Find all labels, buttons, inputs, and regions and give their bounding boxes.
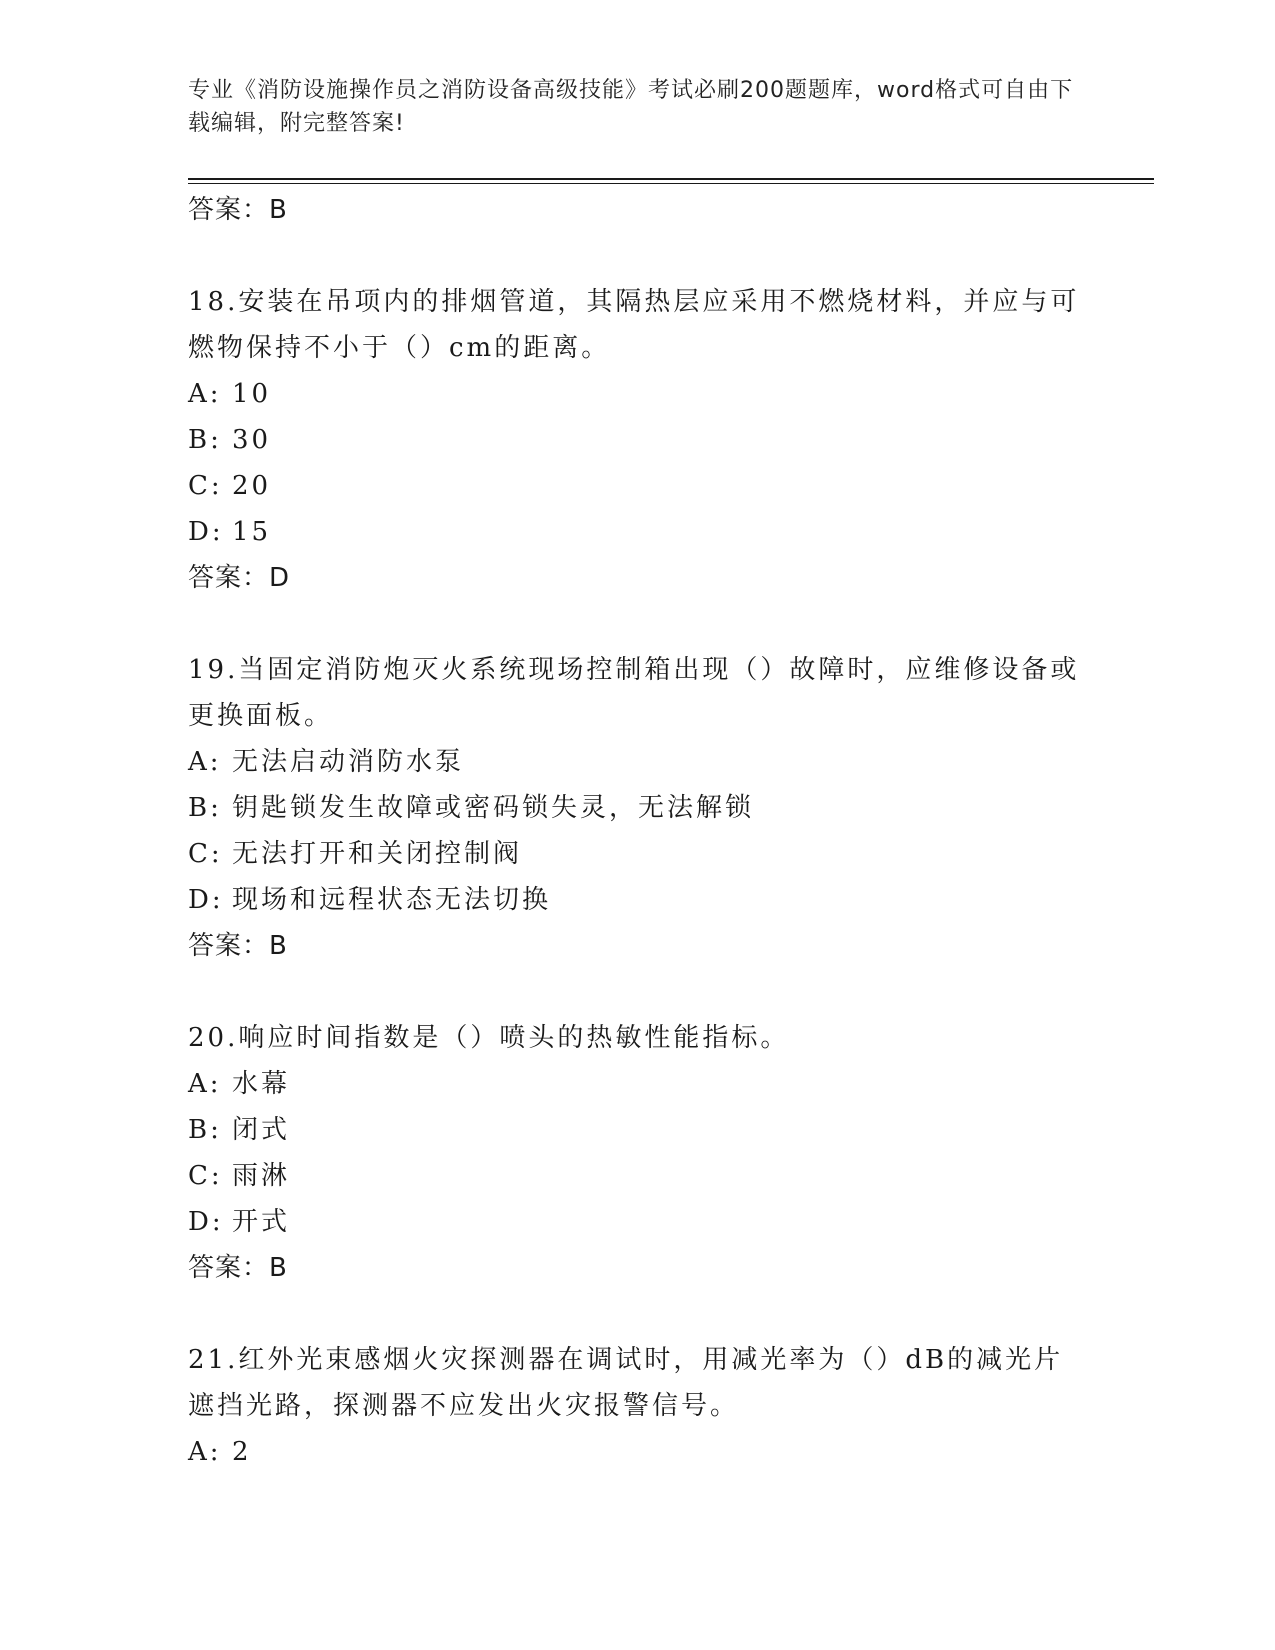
option-text: 闭式 <box>232 1115 291 1145</box>
document-header: 专业《消防设施操作员之消防设备高级技能》考试必刷200题题库，word格式可自由下载编辑，附完整答案! <box>188 78 1074 136</box>
option-letter: C: <box>188 839 223 869</box>
option-d <box>188 877 1088 923</box>
option-text: 30 <box>232 425 272 455</box>
option-c <box>188 831 1088 877</box>
option-letter: B: <box>188 425 222 455</box>
option-letter: B: <box>188 793 222 823</box>
question-block <box>188 647 1088 969</box>
option-b <box>188 785 1088 831</box>
question-block <box>188 279 1088 601</box>
option-letter: C: <box>188 1161 223 1191</box>
option-letter: C: <box>188 471 223 501</box>
option-letter: A: <box>188 1069 222 1099</box>
option-a <box>188 1061 1088 1107</box>
option-text: 雨淋 <box>232 1161 291 1191</box>
question-block <box>188 1337 1088 1475</box>
option-c <box>188 1153 1088 1199</box>
option-b <box>188 417 1088 463</box>
option-d <box>188 509 1088 555</box>
option-a <box>188 1429 1088 1475</box>
question-stem: 19.当固定消防炮灭火系统现场控制箱出现（）故障时，应维修设备或更换面板。 <box>188 655 1080 731</box>
option-letter: D: <box>188 885 224 915</box>
option-text: 20 <box>232 471 272 501</box>
option-c <box>188 463 1088 509</box>
option-text: 15 <box>232 517 272 547</box>
option-text: 2 <box>232 1437 252 1467</box>
header-divider <box>188 178 1154 184</box>
option-letter: D: <box>188 1207 224 1237</box>
option-text: 无法启动消防水泵 <box>232 747 465 777</box>
answer-line: 答案：D <box>188 563 291 593</box>
answer-line: 答案：B <box>188 931 288 961</box>
question-stem: 20.响应时间指数是（）喷头的热敏性能指标。 <box>188 1023 790 1053</box>
option-letter: A: <box>188 1437 222 1467</box>
option-text: 无法打开和关闭控制阀 <box>232 839 523 869</box>
option-text: 开式 <box>232 1207 291 1237</box>
question-stem: 18.安装在吊项内的排烟管道，其隔热层应采用不燃烧材料，并应与可燃物保持不小于（）cm的距离。 <box>188 287 1080 363</box>
option-b <box>188 1107 1088 1153</box>
option-d <box>188 1199 1088 1245</box>
option-text: 10 <box>232 379 272 409</box>
option-letter: A: <box>188 747 222 777</box>
question-list <box>188 187 1088 1475</box>
question-block <box>188 1015 1088 1291</box>
option-a <box>188 371 1088 417</box>
answer-line: 答案：B <box>188 1253 288 1283</box>
option-text: 水幕 <box>232 1069 291 1099</box>
option-text: 现场和远程状态无法切换 <box>232 885 552 915</box>
option-letter: A: <box>188 379 222 409</box>
question-stem: 21.红外光束感烟火灾探测器在调试时，用减光率为（）dB的减光片遮挡光路，探测器不应发出火灾报警信号。 <box>188 1345 1064 1421</box>
option-letter: B: <box>188 1115 222 1145</box>
option-letter: D: <box>188 517 224 547</box>
option-a <box>188 739 1088 785</box>
answer-line: 答案：B <box>188 195 288 225</box>
option-text: 钥匙锁发生故障或密码锁失灵，无法解锁 <box>232 793 755 823</box>
